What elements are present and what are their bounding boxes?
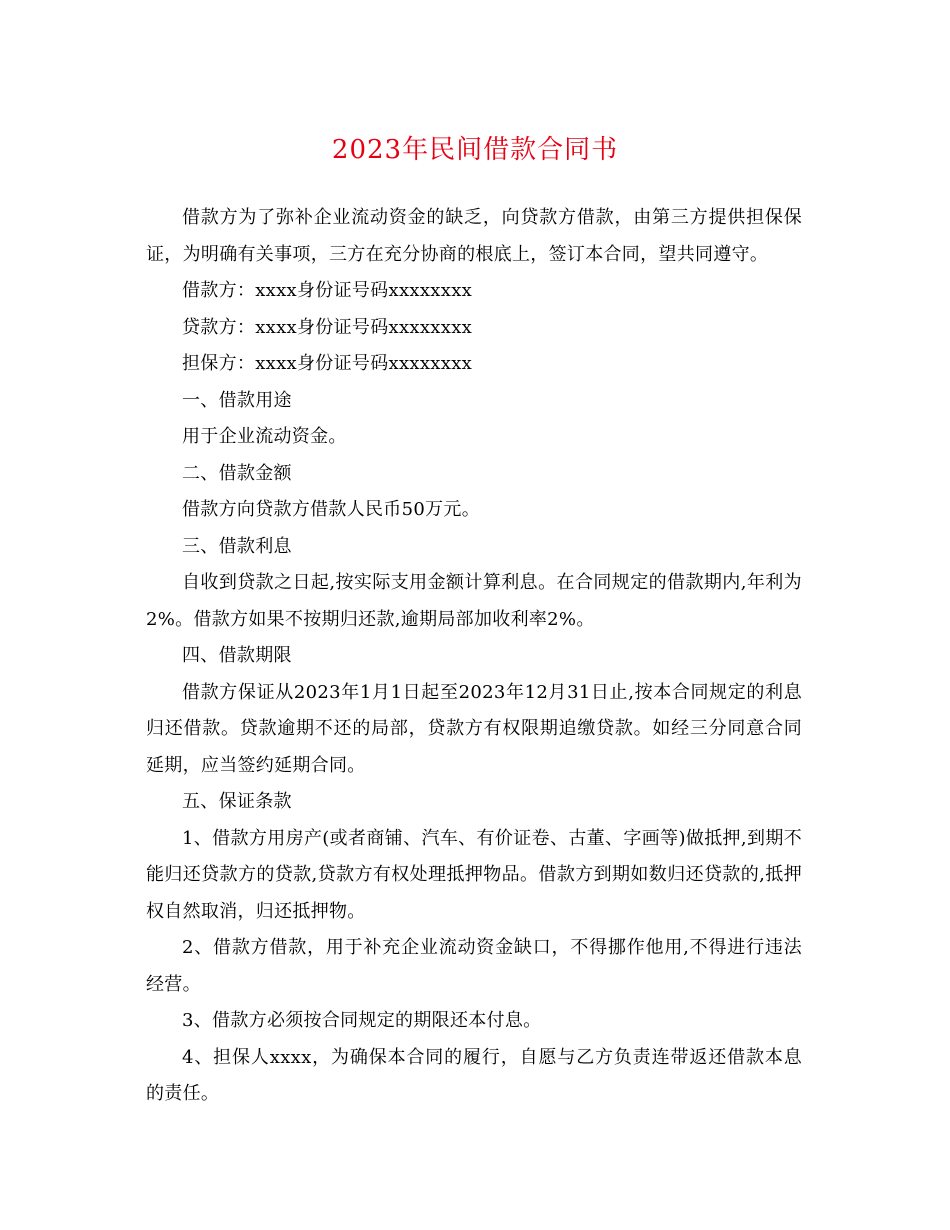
- paragraph-lender: 贷款方：xxxx身份证号码xxxxxxxx: [182, 316, 473, 338]
- clause-2: 2、借款方借款，用于补充企业流动资金缺口，不得挪作他用,不得进行违法经营。: [146, 937, 802, 995]
- clause-4: 4、担保人xxxx，为确保本合同的履行，自愿与乙方负责连带返还借款本息的责任。: [146, 1046, 802, 1104]
- paragraph-borrower: 借款方：xxxx身份证号码xxxxxxxx: [182, 280, 473, 301]
- paragraph-amount: 借款方向贷款方借款人民币50万元。: [182, 499, 481, 520]
- paragraph-guarantor: 担保方：xxxx身份证号码xxxxxxxx: [182, 353, 473, 374]
- section-heading-term: 四、借款期限: [182, 645, 292, 666]
- document-body: [146, 200, 802, 1113]
- section-heading-interest: 三、借款利息: [182, 535, 292, 557]
- section-heading-purpose: 一、借款用途: [182, 389, 292, 411]
- clause-3: 3、借款方必须按合同规定的期限还本付息。: [182, 1010, 542, 1031]
- paragraph-intro: 借款方为了弥补企业流动资金的缺乏，向贷款方借款，由第三方提供担保保证，为明确有关事项，三方在充分协商的根底上，签订本合同，望共同遵守。: [146, 207, 802, 265]
- section-heading-guarantee: 五、保证条款: [182, 791, 292, 812]
- section-heading-amount: 二、借款金额: [182, 462, 292, 484]
- clause-1: 1、借款方用房产(或者商铺、汽车、有价证卷、古董、字画等)做抵押,到期不能归还贷款方的贷款,贷款方有权处理抵押物品。借款方到期如数归还贷款的,抵押权自然取消，归还抵押物。: [146, 827, 802, 922]
- paragraph-interest: 自收到贷款之日起,按实际支用金额计算利息。在合同规定的借款期内,年利为2%。借款方如果不按期归还款,逾期局部加收利率2%。: [146, 572, 802, 630]
- paragraph-term: 借款方保证从2023年1月1日起至2023年12月31日止,按本合同规定的利息归还借款。贷款逾期不还的局部，贷款方有权限期追缴贷款。如经三分同意合同延期，应当签约延期合同。: [146, 681, 802, 776]
- document-title: 2023年民间借款合同书: [331, 135, 619, 165]
- paragraph-purpose: 用于企业流动资金。: [182, 426, 347, 447]
